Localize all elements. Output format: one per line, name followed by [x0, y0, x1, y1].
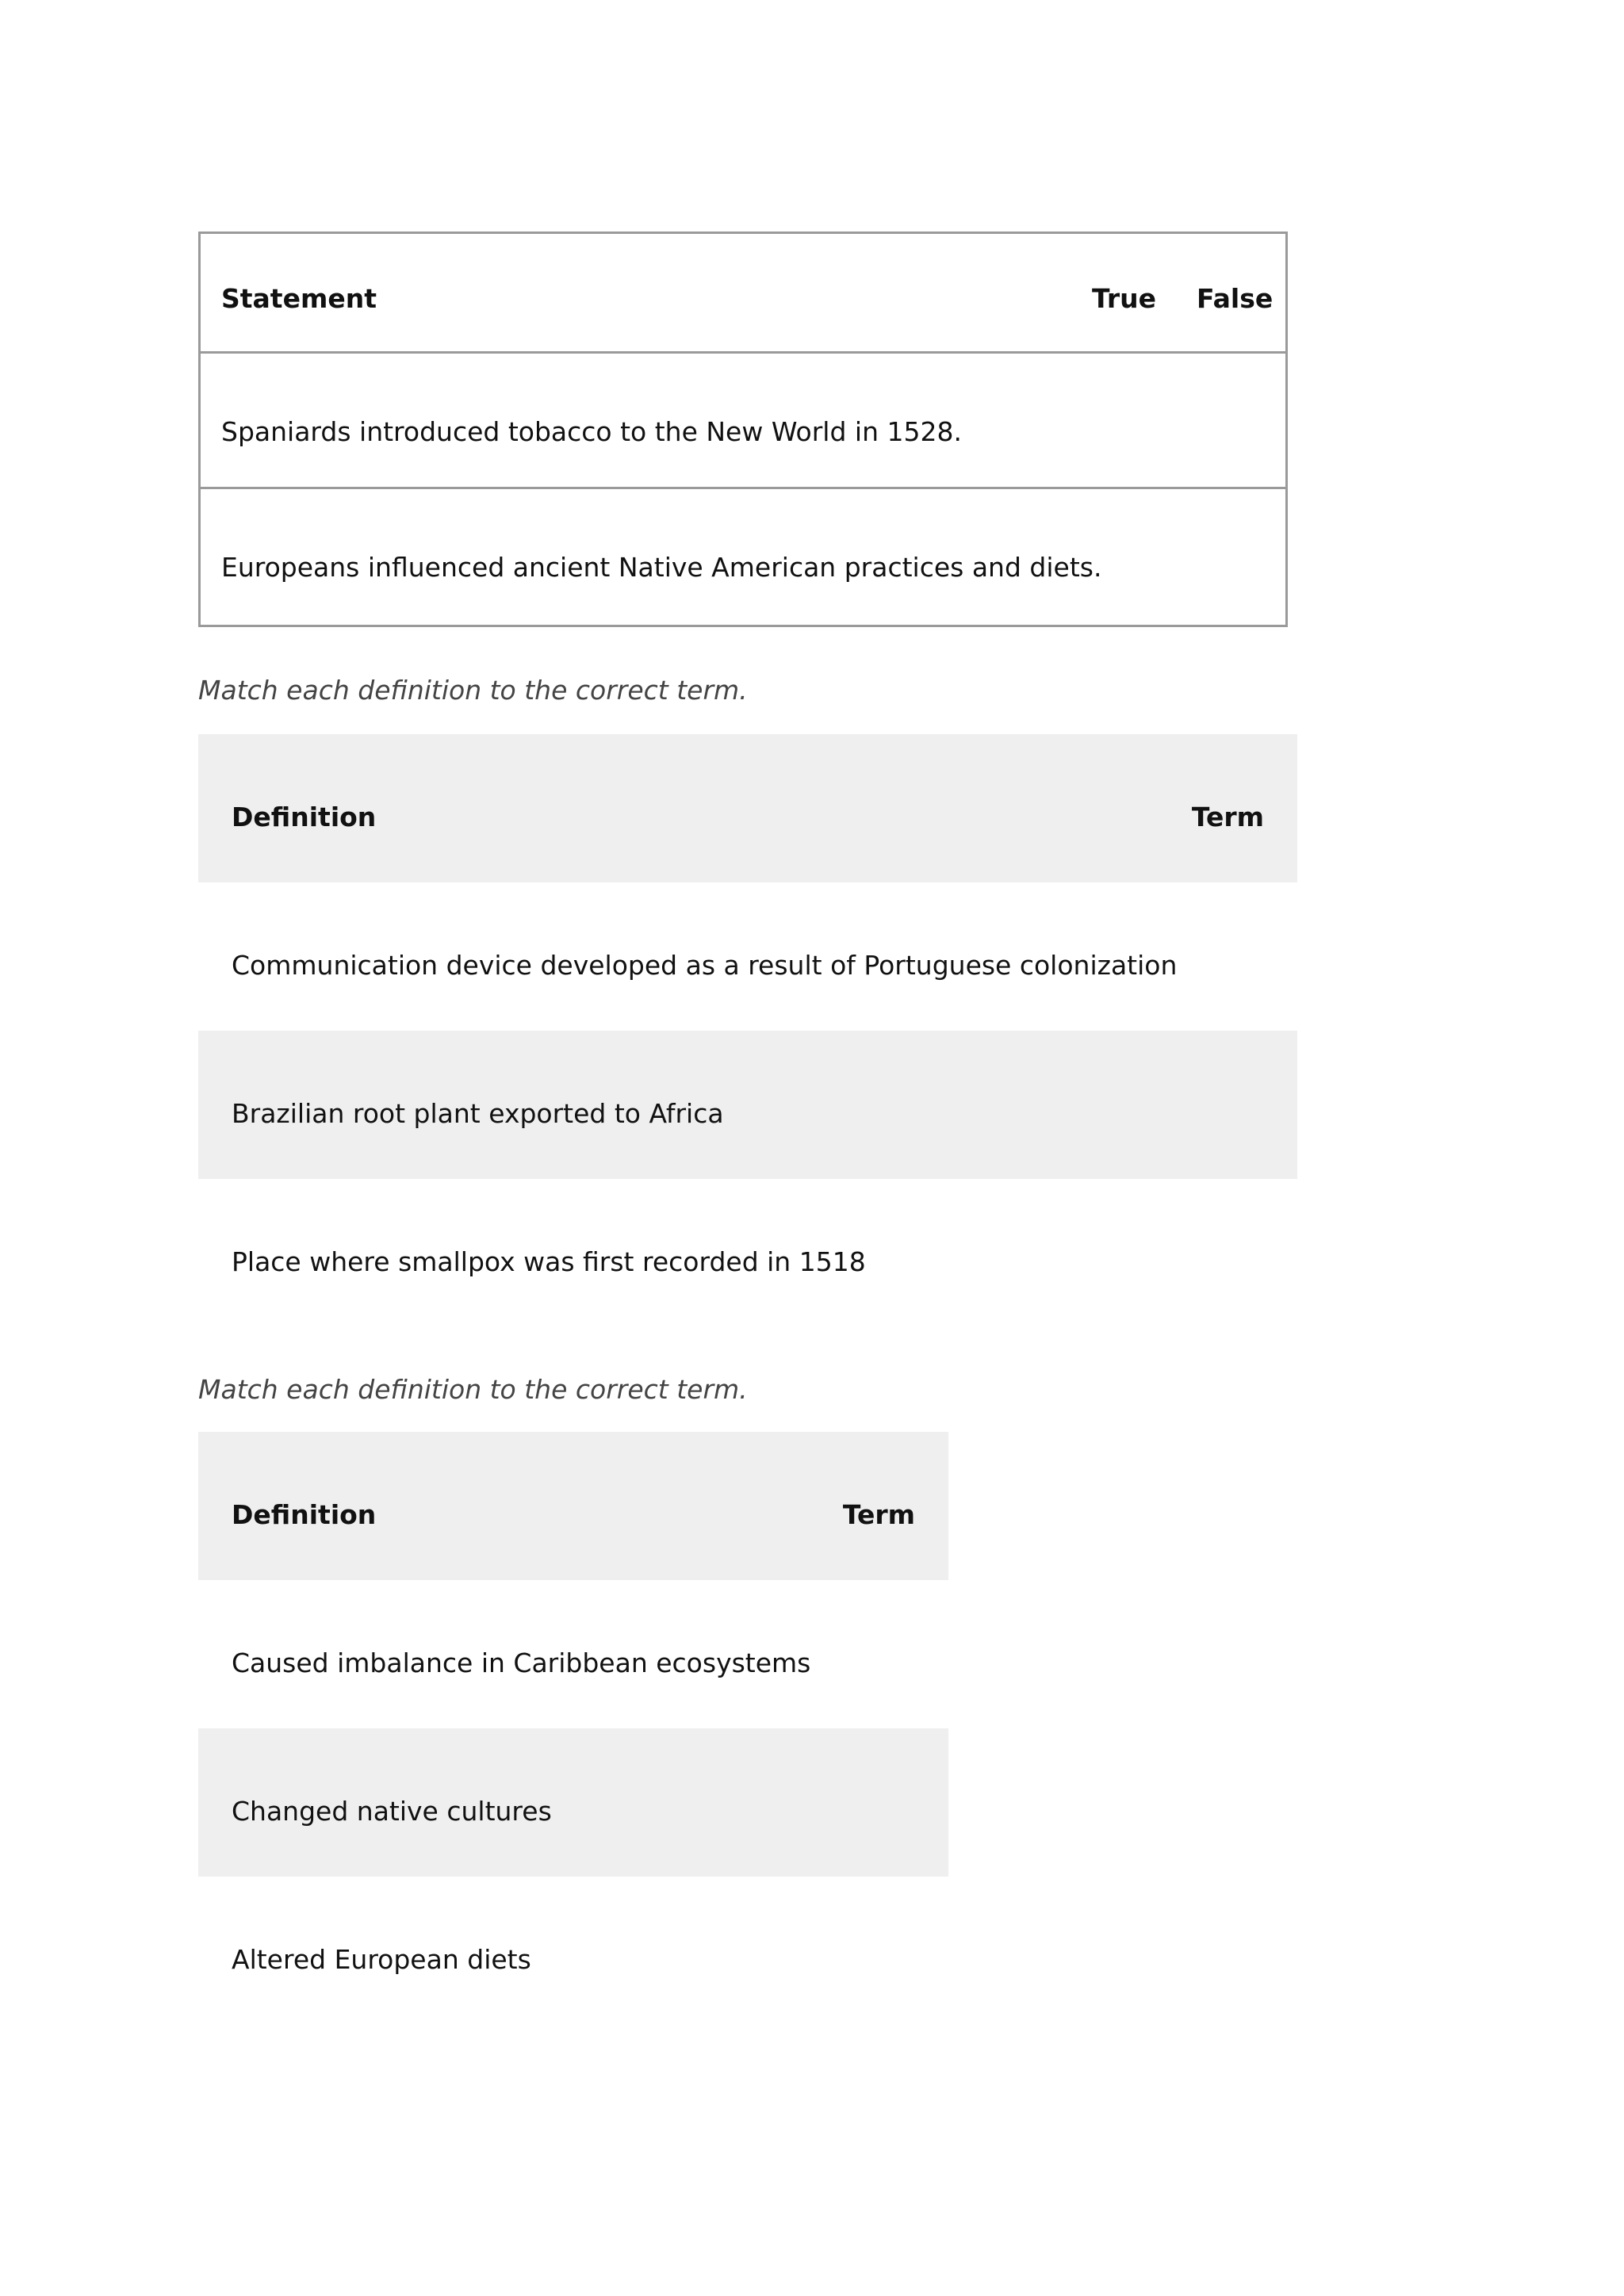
definition-row: [198, 1179, 1297, 1327]
definition-text: Changed native cultures: [232, 1796, 552, 1827]
definition-text: Brazilian root plant exported to Africa: [232, 1098, 724, 1129]
matching-table: [198, 1432, 948, 2025]
true-false-table: [198, 232, 1288, 627]
statement-column-header: Statement: [221, 283, 377, 314]
statement-row: [201, 489, 1285, 625]
matching-instruction: Match each definition to the correct term.: [198, 1374, 748, 1405]
matching-table: [198, 734, 1297, 1327]
matching-header-row: [198, 1432, 948, 1580]
matching-instruction: Match each definition to the correct term.: [198, 675, 748, 706]
definition-row: [198, 1580, 948, 1728]
term-column-header: Term: [1191, 802, 1264, 832]
term-column-header: Term: [842, 1499, 915, 1530]
definition-text: Place where smallpox was first recorded in 1518: [232, 1246, 866, 1277]
true-false-header-row: [201, 234, 1285, 354]
statement-row: [201, 354, 1285, 489]
true-column-header: True: [1092, 283, 1157, 314]
definition-row: [198, 882, 1297, 1031]
definition-text: Communication device developed as a result of Portuguese colonization: [232, 950, 1178, 981]
definition-row: [198, 1728, 948, 1877]
statement-text: Spaniards introduced tobacco to the New World in 1528.: [221, 416, 962, 447]
definition-row: [198, 1031, 1297, 1179]
false-column-header: False: [1197, 283, 1274, 314]
definition-text: Caused imbalance in Caribbean ecosystems: [232, 1647, 811, 1678]
statement-text: Europeans influenced ancient Native American practices and diets.: [221, 552, 1102, 583]
definition-text: Altered European diets: [232, 1944, 531, 1975]
definition-row: [198, 1877, 948, 2025]
definition-column-header: Definition: [232, 1499, 377, 1530]
definition-column-header: Definition: [232, 802, 377, 832]
matching-header-row: [198, 734, 1297, 882]
